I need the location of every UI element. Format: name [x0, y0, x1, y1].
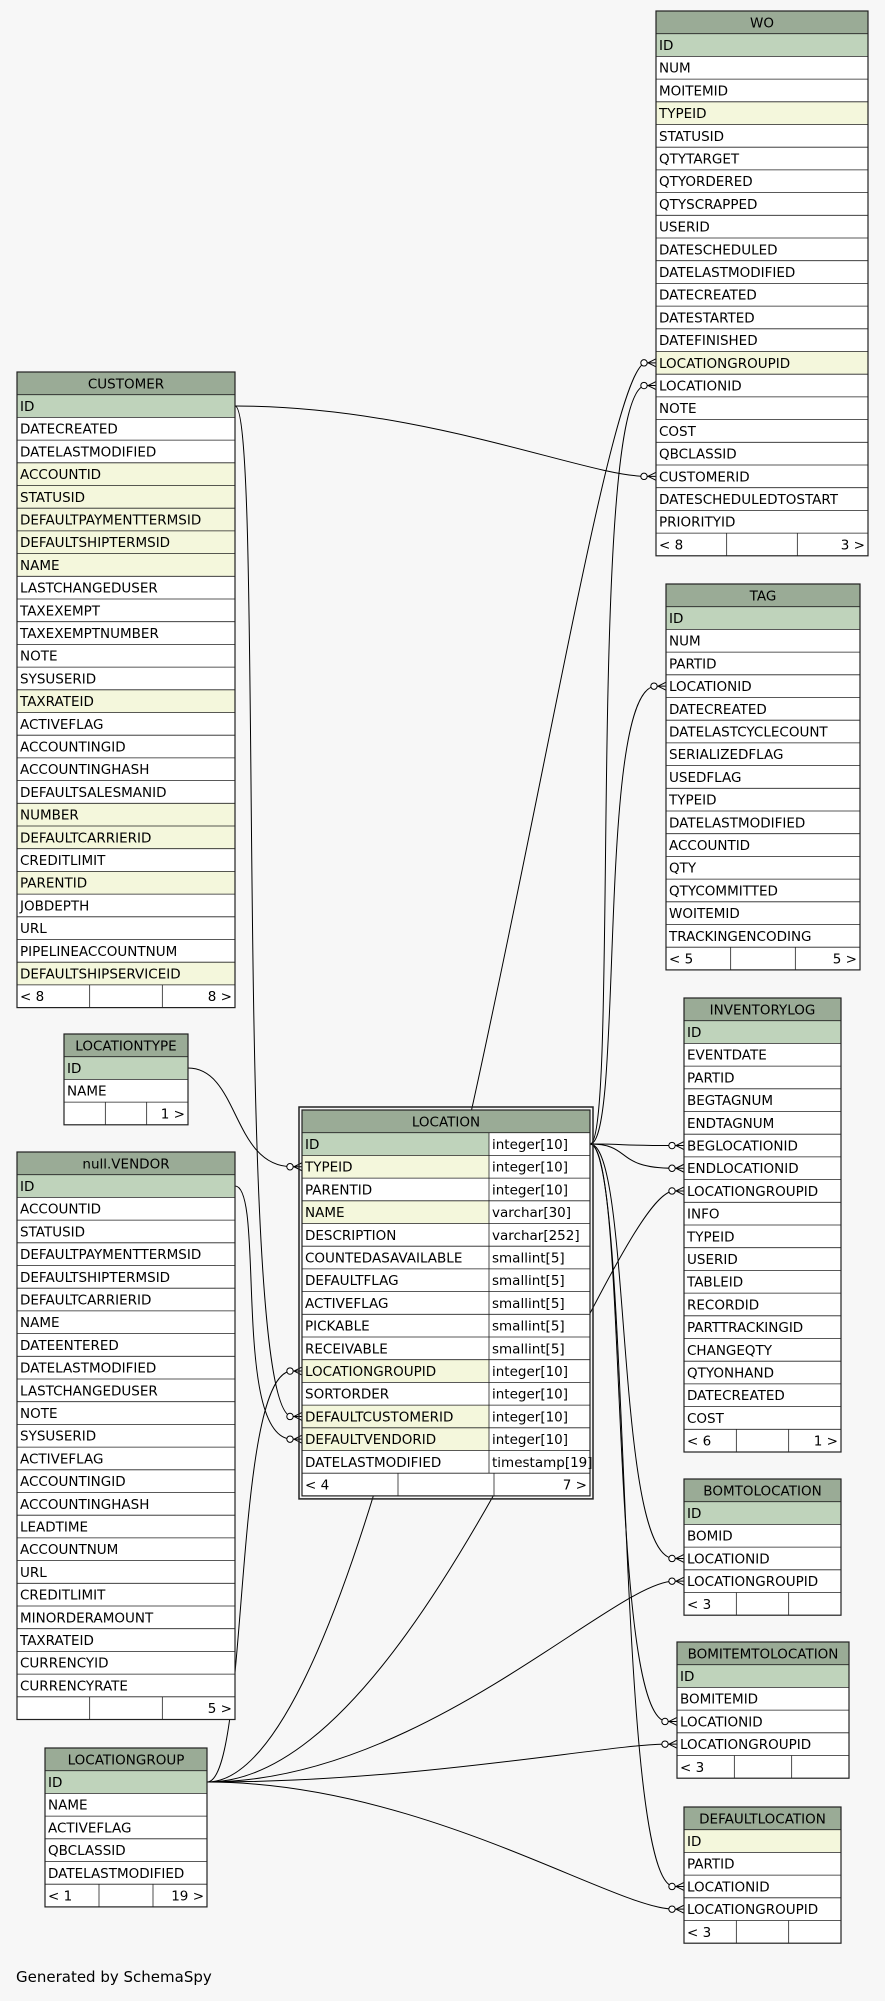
column-type: integer[10]	[492, 1364, 569, 1381]
column-name: DATELASTMODIFIED	[20, 444, 157, 461]
optional-marker	[669, 1555, 675, 1561]
column-cell	[45, 1771, 207, 1794]
child-count: 5 >	[207, 1701, 232, 1718]
table-name: LOCATIONTYPE	[75, 1038, 177, 1055]
column-name: DATESCHEDULEDTOSTART	[659, 492, 839, 509]
column-name: DATECREATED	[687, 1388, 785, 1405]
column-name: TAXEXEMPTNUMBER	[20, 626, 159, 643]
column-name: DEFAULTCARRIERID	[20, 1292, 152, 1309]
column-cell	[666, 607, 860, 630]
table-name: WO	[750, 15, 774, 32]
table-locationgroup	[45, 1748, 207, 1907]
column-name: DATECREATED	[669, 701, 767, 718]
column-name: DATEFINISHED	[659, 333, 758, 350]
table-nodes	[17, 11, 868, 1943]
column-name: DEFAULTSHIPTERMSID	[20, 1269, 171, 1286]
child-count: 5 >	[832, 951, 857, 968]
column-name: LOCATIONGROUPID	[659, 355, 791, 372]
column-name: NAME	[20, 557, 60, 574]
column-type: integer[10]	[492, 1386, 569, 1403]
column-name: RECORDID	[687, 1297, 760, 1314]
column-type: smallint[5]	[492, 1341, 565, 1358]
table-tag	[666, 584, 860, 970]
column-name: TABLEID	[687, 1274, 744, 1291]
column-name: NOTE	[659, 401, 697, 418]
column-name: LOCATIONID	[680, 1714, 763, 1731]
column-name: TRACKINGENCODING	[669, 928, 812, 945]
column-name: PARENTID	[305, 1182, 373, 1199]
column-name: NUMBER	[20, 807, 79, 824]
relationship-edge	[207, 1744, 677, 1782]
column-name: TYPEID	[687, 1229, 735, 1246]
column-name: CREDITLIMIT	[20, 1587, 106, 1604]
table-footer	[656, 533, 868, 556]
parent-count: < 1	[48, 1888, 73, 1905]
column-name: DATELASTMODIFIED	[669, 815, 806, 832]
table-location	[299, 1107, 593, 1499]
column-type: smallint[5]	[492, 1318, 565, 1335]
column-name: STATUSID	[20, 489, 86, 506]
column-name: ID	[680, 1669, 695, 1686]
column-name: DEFAULTPAYMENTTERMSID	[20, 1247, 202, 1264]
column-name: TAXRATEID	[20, 1633, 94, 1650]
table-customer	[17, 372, 235, 1008]
column-name: LASTCHANGEDUSER	[20, 580, 158, 597]
column-name: LASTCHANGEDUSER	[20, 1383, 158, 1400]
column-name: WOITEMID	[669, 906, 740, 923]
optional-marker	[287, 1368, 293, 1374]
column-name: DESCRIPTION	[305, 1227, 397, 1244]
table-vendor	[17, 1152, 235, 1720]
table-name: TAG	[749, 588, 777, 605]
column-type: varchar[252]	[492, 1227, 580, 1244]
column-name: SYSUSERID	[20, 1428, 97, 1445]
table-footer	[302, 1473, 590, 1496]
column-cell	[677, 1665, 849, 1688]
column-name: NAME	[48, 1797, 88, 1814]
column-name: ID	[687, 1834, 702, 1851]
column-name: NUM	[669, 633, 701, 650]
column-name: ENDTAGNUM	[687, 1115, 775, 1132]
column-name: ACCOUNTINGHASH	[20, 762, 150, 779]
optional-marker	[641, 360, 647, 366]
table-bomitemtolocation	[677, 1642, 849, 1778]
column-name: LOCATIONID	[687, 1551, 770, 1568]
column-name: ID	[20, 399, 35, 416]
column-name: LOCATIONID	[669, 679, 752, 696]
column-name: DEFAULTCUSTOMERID	[305, 1409, 454, 1426]
column-name: ACCOUNTID	[20, 467, 102, 484]
column-type: integer[10]	[492, 1159, 569, 1176]
column-name: DEFAULTSHIPSERVICEID	[20, 966, 181, 983]
column-type: smallint[5]	[492, 1295, 565, 1312]
table-name: CUSTOMER	[87, 376, 165, 393]
parent-count: < 3	[680, 1759, 705, 1776]
table-footer	[17, 1697, 235, 1720]
relationship-edge	[207, 1581, 684, 1782]
parent-count: < 3	[687, 1924, 712, 1941]
child-count: 19 >	[171, 1888, 204, 1905]
parent-count: < 6	[687, 1433, 712, 1450]
column-type: varchar[30]	[492, 1205, 572, 1222]
table-name: BOMTOLOCATION	[703, 1483, 822, 1500]
relationship-edge	[235, 406, 656, 476]
column-name: PARTTRACKINGID	[687, 1320, 804, 1337]
column-name: PARTID	[669, 656, 717, 673]
column-name: CURRENCYRATE	[20, 1678, 128, 1695]
column-name: TYPEID	[305, 1159, 353, 1176]
column-name: USERID	[687, 1252, 738, 1269]
column-name: ID	[305, 1137, 320, 1154]
optional-marker	[287, 1436, 293, 1442]
table-name: LOCATIONGROUP	[67, 1752, 185, 1769]
column-name: SORTORDER	[305, 1386, 390, 1403]
table-footer	[666, 947, 860, 970]
column-name: PARTID	[687, 1856, 735, 1873]
column-name: ENDLOCATIONID	[687, 1161, 799, 1178]
column-name: URL	[20, 921, 47, 938]
column-name: ACTIVEFLAG	[48, 1820, 132, 1837]
column-type: integer[10]	[492, 1409, 569, 1426]
column-name: NOTE	[20, 648, 58, 665]
column-name: TYPEID	[669, 792, 717, 809]
column-name: QTYONHAND	[687, 1365, 774, 1382]
table-locationtype	[64, 1034, 188, 1125]
column-name: LOCATIONGROUPID	[687, 1183, 819, 1200]
table-name: DEFAULTLOCATION	[699, 1811, 826, 1828]
column-name: BEGLOCATIONID	[687, 1138, 798, 1155]
column-name: ID	[659, 38, 674, 55]
parent-count: < 5	[669, 951, 694, 968]
optional-marker	[651, 683, 657, 689]
column-name: PARTID	[687, 1070, 735, 1087]
column-name: USEDFLAG	[669, 769, 742, 786]
column-name: PIPELINEACCOUNTNUM	[20, 943, 178, 960]
column-name: MOITEMID	[659, 83, 729, 100]
column-name: LOCATIONID	[659, 378, 742, 395]
column-name: QTYTARGET	[659, 151, 740, 168]
table-bomtolocation	[684, 1479, 841, 1615]
column-name: STATUSID	[659, 128, 725, 145]
column-name: DATELASTMODIFIED	[48, 1865, 185, 1882]
column-name: JOBDEPTH	[20, 898, 90, 915]
column-name: STATUSID	[20, 1224, 86, 1241]
column-name: PICKABLE	[305, 1318, 370, 1335]
column-name: NOTE	[20, 1406, 58, 1423]
column-name: NUM	[659, 60, 691, 77]
column-name: SYSUSERID	[20, 671, 97, 688]
column-name: USERID	[659, 219, 710, 236]
column-name: LOCATIONGROUPID	[305, 1364, 437, 1381]
column-name: QTY	[669, 860, 697, 877]
table-name: null.VENDOR	[82, 1156, 170, 1173]
column-name: PARENTID	[20, 875, 88, 892]
column-name: QTYCOMMITTED	[669, 883, 778, 900]
column-name: BOMITEMID	[680, 1691, 759, 1708]
column-name: ACCOUNTID	[20, 1201, 102, 1218]
column-name: TAXEXEMPT	[20, 603, 101, 620]
column-name: TAXRATEID	[20, 694, 94, 711]
table-defaultlocation	[684, 1807, 841, 1943]
column-name: TYPEID	[659, 106, 707, 123]
column-name: ID	[20, 1179, 35, 1196]
column-name: LOCATIONGROUPID	[680, 1737, 812, 1754]
column-name: DATESCHEDULED	[659, 242, 778, 259]
column-name: DATELASTMODIFIED	[659, 265, 796, 282]
column-name: ID	[669, 611, 684, 628]
column-name: QTYORDERED	[659, 174, 753, 191]
column-cell	[64, 1057, 188, 1080]
column-type: integer[10]	[492, 1137, 569, 1154]
relationship-edge	[235, 406, 302, 1416]
column-name: DEFAULTFLAG	[305, 1273, 399, 1290]
column-name: ID	[687, 1506, 702, 1523]
optional-marker	[662, 1741, 668, 1747]
relationship-edge	[207, 1782, 684, 1909]
optional-marker	[641, 473, 647, 479]
column-name: ACCOUNTID	[669, 838, 751, 855]
column-name: QBCLASSID	[659, 446, 737, 463]
column-name: CREDITLIMIT	[20, 853, 106, 870]
column-name: QTYSCRAPPED	[659, 196, 758, 213]
column-name: CHANGEQTY	[687, 1342, 773, 1359]
column-name: ACCOUNTINGHASH	[20, 1496, 150, 1513]
column-cell	[684, 1021, 841, 1044]
column-name: DEFAULTSALESMANID	[20, 784, 167, 801]
column-name: COST	[659, 423, 696, 440]
column-name: DEFAULTVENDORID	[305, 1432, 437, 1449]
column-name: QBCLASSID	[48, 1843, 126, 1860]
column-name: DATELASTMODIFIED	[305, 1454, 442, 1471]
child-count: 1 >	[160, 1106, 185, 1123]
parent-count: < 3	[687, 1596, 712, 1613]
optional-marker	[641, 382, 647, 388]
column-name: ACCOUNTNUM	[20, 1542, 119, 1559]
column-cell	[17, 1561, 235, 1584]
column-cell	[302, 1133, 489, 1156]
column-cell	[17, 1175, 235, 1198]
table-footer	[17, 985, 235, 1008]
column-name: INFO	[687, 1206, 720, 1223]
column-cell	[17, 917, 235, 940]
column-name: ACTIVEFLAG	[305, 1295, 389, 1312]
column-name: ID	[687, 1025, 702, 1042]
column-name: CUSTOMERID	[659, 469, 750, 486]
column-name: ACTIVEFLAG	[20, 1451, 104, 1468]
column-type: timestamp[19]	[492, 1454, 593, 1471]
column-name: DATECREATED	[20, 421, 118, 438]
optional-marker	[669, 1165, 675, 1171]
optional-marker	[287, 1164, 293, 1170]
column-name: DATELASTCYCLECOUNT	[669, 724, 828, 741]
column-name: LOCATIONID	[687, 1879, 770, 1896]
column-name: DATELASTMODIFIED	[20, 1360, 157, 1377]
column-name: DATESTARTED	[659, 310, 755, 327]
column-name: RECEIVABLE	[305, 1341, 388, 1358]
column-name: DEFAULTSHIPTERMSID	[20, 535, 171, 552]
column-name: LOCATIONGROUPID	[687, 1902, 819, 1919]
child-count: 1 >	[813, 1433, 838, 1450]
column-name: EVENTDATE	[687, 1047, 767, 1064]
column-name: NAME	[305, 1205, 345, 1222]
column-name: PRIORITYID	[659, 514, 736, 531]
column-name: DATEENTERED	[20, 1337, 119, 1354]
column-name: COUNTEDASAVAILABLE	[305, 1250, 463, 1267]
relationship-edge	[207, 363, 656, 1782]
column-name: SERIALIZEDFLAG	[669, 747, 784, 764]
column-name: URL	[20, 1564, 47, 1581]
column-name: CURRENCYID	[20, 1655, 109, 1672]
child-count: 8 >	[207, 989, 232, 1006]
relationship-edge	[590, 1144, 684, 1886]
column-type: integer[10]	[492, 1432, 569, 1449]
optional-marker	[662, 1718, 668, 1724]
column-cell	[17, 395, 235, 418]
column-name: ACCOUNTINGID	[20, 739, 126, 756]
generated-by-footer: Generated by SchemaSpy	[16, 1968, 212, 1986]
optional-marker	[669, 1142, 675, 1148]
column-name: LEADTIME	[20, 1519, 89, 1536]
table-name: LOCATION	[411, 1114, 481, 1131]
column-name: NAME	[20, 1315, 60, 1332]
child-count: 7 >	[562, 1477, 587, 1494]
column-name: ID	[67, 1061, 82, 1078]
table-inventorylog	[684, 998, 841, 1452]
column-name: BOMID	[687, 1528, 733, 1545]
column-name: COST	[687, 1410, 724, 1427]
column-name: DATECREATED	[659, 287, 757, 304]
column-cell	[656, 34, 868, 57]
table-name: INVENTORYLOG	[709, 1002, 816, 1019]
column-name: ACTIVEFLAG	[20, 716, 104, 733]
column-name: LOCATIONGROUPID	[687, 1574, 819, 1591]
column-name: BEGTAGNUM	[687, 1093, 774, 1110]
column-name: MINORDERAMOUNT	[20, 1610, 154, 1627]
optional-marker	[669, 1188, 675, 1194]
relationship-edge	[590, 1144, 684, 1558]
table-wo	[656, 11, 868, 556]
column-cell	[684, 1830, 841, 1853]
column-name: ID	[48, 1775, 63, 1792]
column-type: smallint[5]	[492, 1250, 565, 1267]
parent-count: < 8	[20, 989, 45, 1006]
child-count: 3 >	[840, 537, 865, 554]
column-name: ACCOUNTINGID	[20, 1474, 126, 1491]
column-cell	[684, 1502, 841, 1525]
optional-marker	[669, 1883, 675, 1889]
optional-marker	[669, 1906, 675, 1912]
parent-count: < 4	[305, 1477, 330, 1494]
parent-count: < 8	[659, 537, 684, 554]
column-type: smallint[5]	[492, 1273, 565, 1290]
optional-marker	[669, 1578, 675, 1584]
column-name: DEFAULTPAYMENTTERMSID	[20, 512, 202, 529]
optional-marker	[287, 1413, 293, 1419]
column-type: integer[10]	[492, 1182, 569, 1199]
column-name: DEFAULTCARRIERID	[20, 830, 152, 847]
column-name: NAME	[67, 1083, 107, 1100]
table-name: BOMITEMTOLOCATION	[687, 1646, 839, 1663]
relationship-edge	[590, 386, 656, 1145]
